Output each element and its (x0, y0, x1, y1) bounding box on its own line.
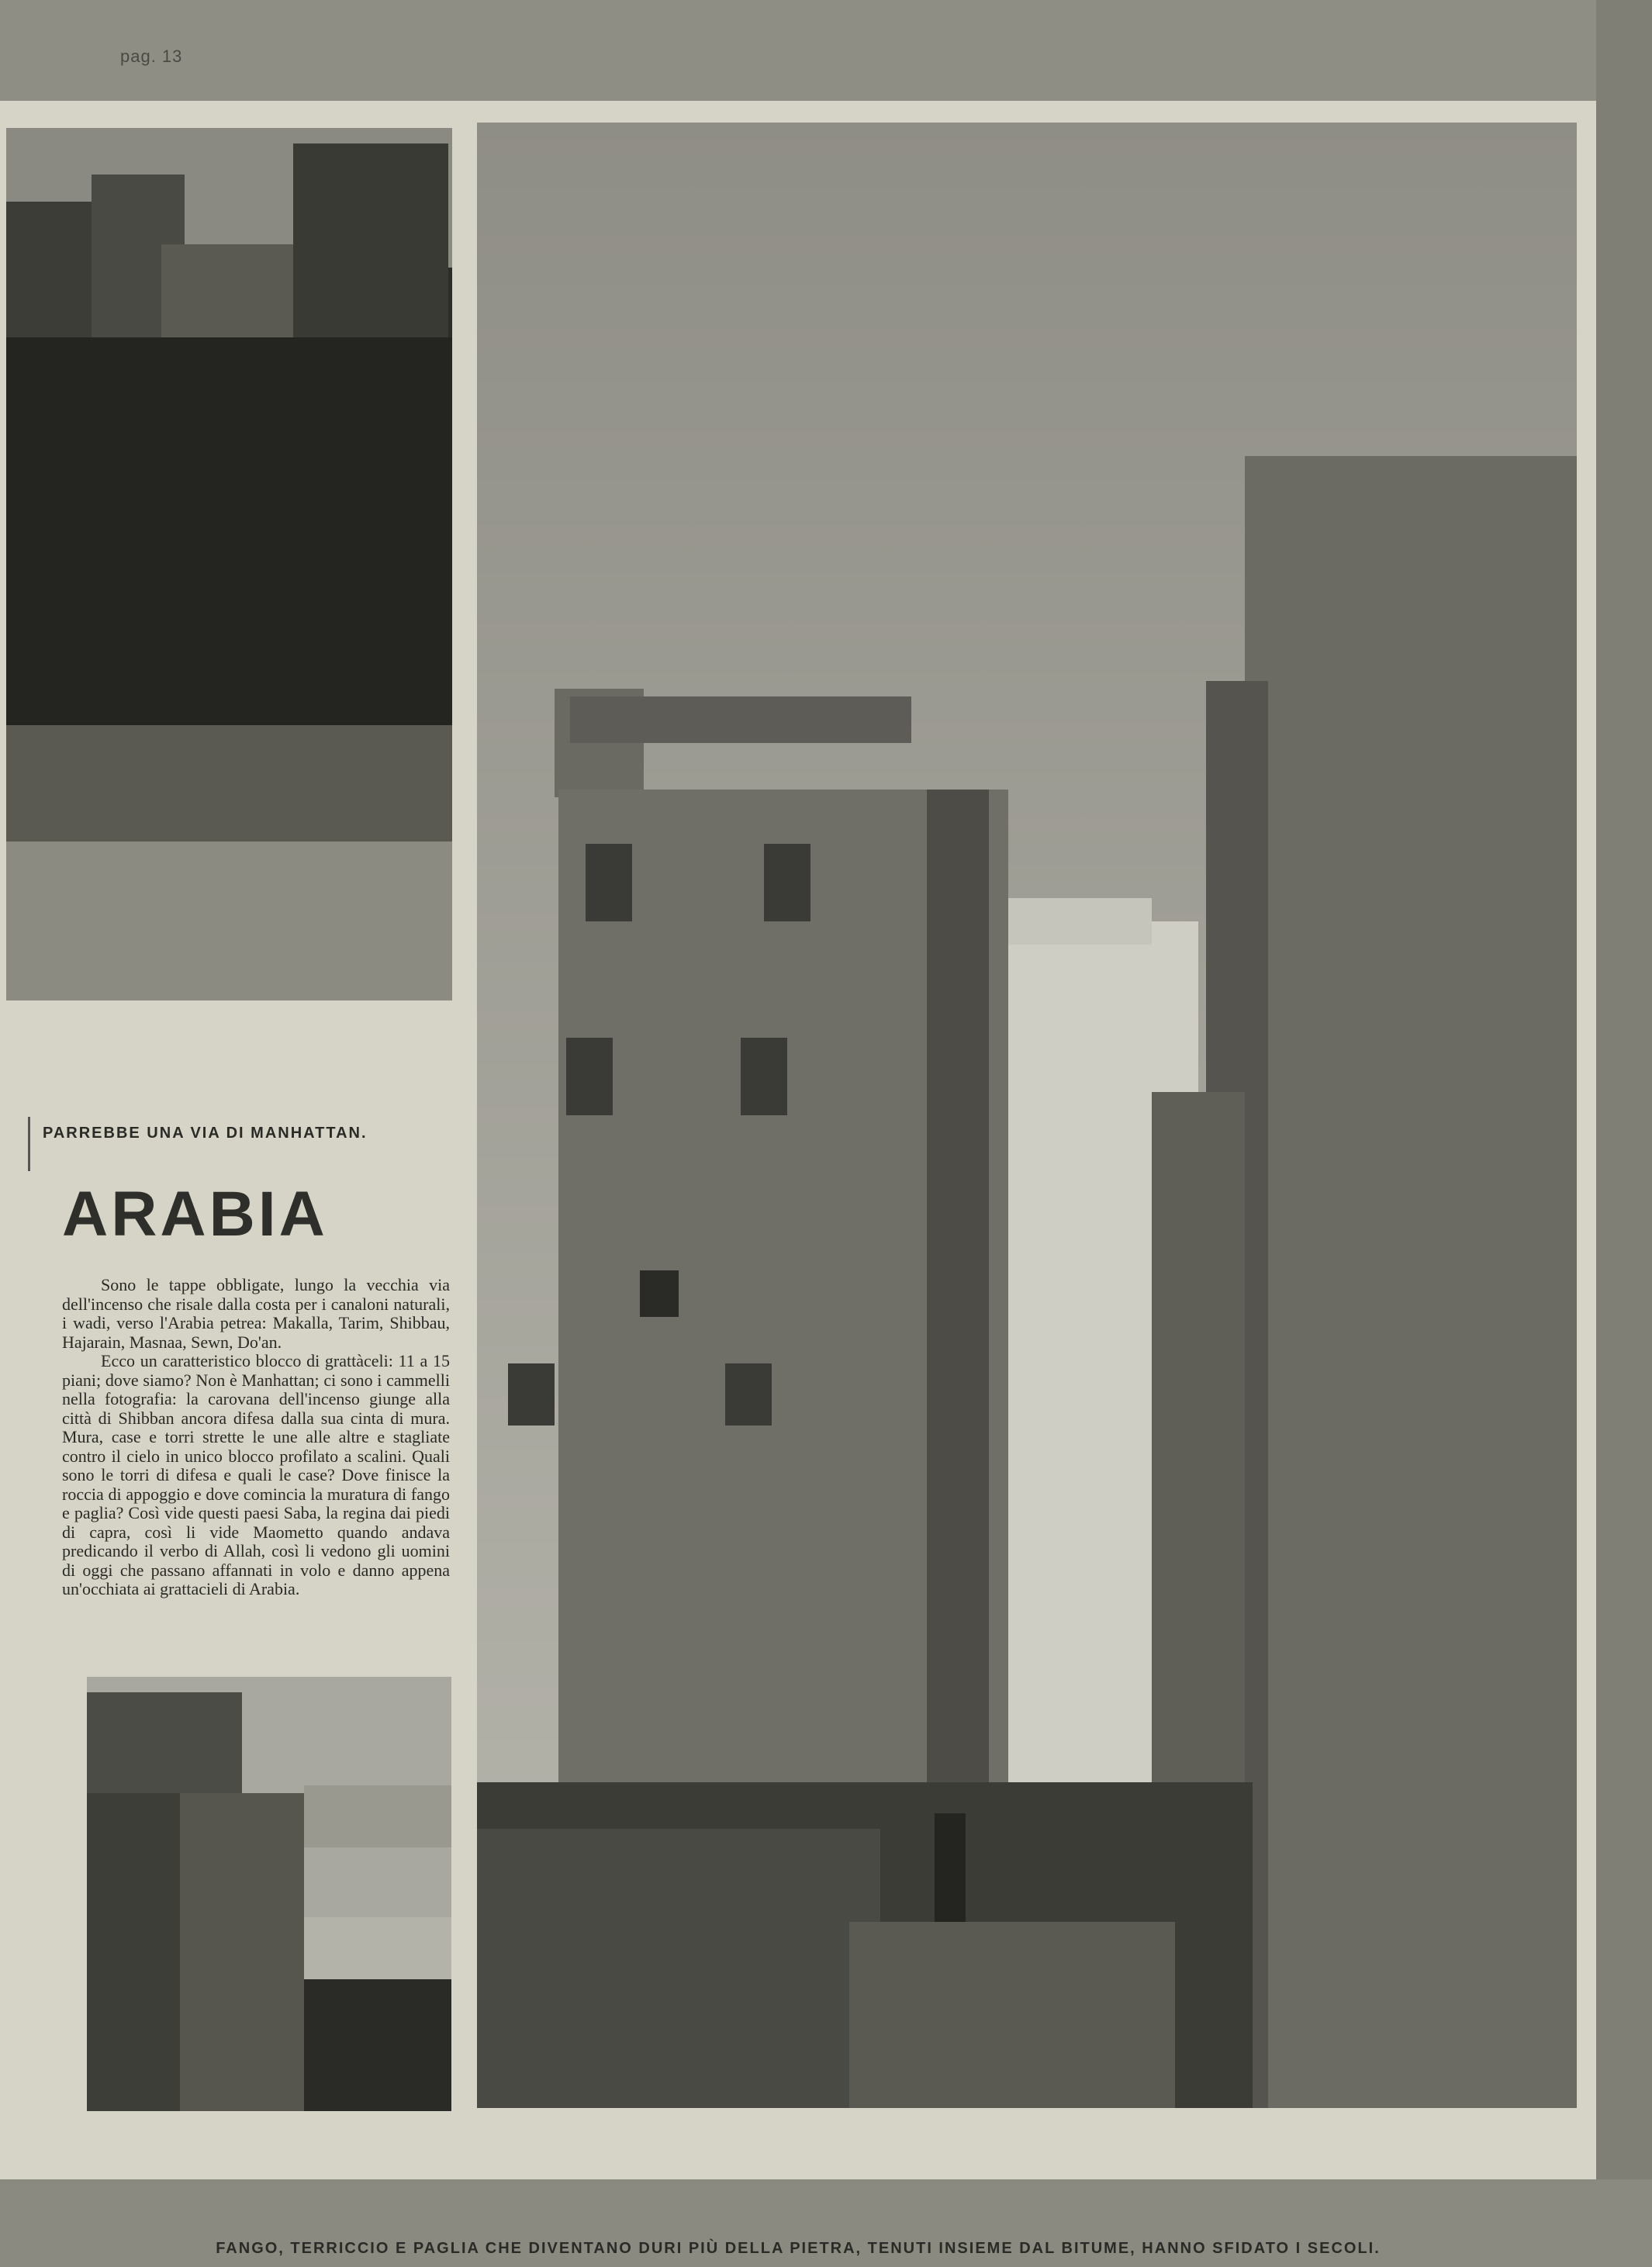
caption-rule (28, 1117, 30, 1171)
city-on-hill-photo (6, 128, 452, 1000)
tower-houses-alley-photo (477, 123, 1577, 2108)
scan-margin-right (1596, 0, 1652, 2267)
fortified-tower-photo (87, 1677, 451, 2111)
article-paragraph: Sono le tappe obbligate, lungo la vecchia via dell'incenso che risale dalla costa per i canaloni naturali, i wadi, verso l'Arabia petrea: Makalla, Tarim, Shibbau, Hajarain, Masnaa, Sewn, Do'an. (62, 1275, 450, 1352)
article-body (62, 1276, 450, 1599)
magazine-page (0, 101, 1596, 2257)
caption-top: PARREBBE UNA VIA DI MANHATTAN. (43, 1125, 368, 1142)
caption-bottom: FANGO, TERRICCIO E PAGLIA CHE DIVENTANO DURI PIÙ DELLA PIETRA, TENUTI INSIEME DAL BITUME, HANNO SFIDATO I SECOLI. (216, 2240, 1381, 2257)
page-number: pag. 13 (120, 47, 183, 66)
scan-margin-top (0, 0, 1652, 101)
headline: ARABIA (62, 1179, 328, 1249)
article-paragraph: Ecco un caratteristico blocco di grattàceli: 11 a 15 piani; dove siamo? Non è Manhattan; ci sono i cammelli nella fotografia: la carovana dell'incenso giunge alla città di Shibban ancora difesa dalla sua cinta di mura. Mura, case e torri strette le une alle altre e stagliate contro il cielo in unico blocco profilato a scalini. Quali sono le torri di difesa e quali le case? Dove finisce la roccia di appoggio e dove comincia la muratura di fango e paglia? Così vide questi paesi Saba, la regina dai piedi di capra, così li vide Maometto quando andava predicando il verbo di Allah, così li vedono gli uomini di oggi che passano affannati in volo e danno appena un'occhiata ai grattacieli di Arabia. (62, 1351, 450, 1598)
